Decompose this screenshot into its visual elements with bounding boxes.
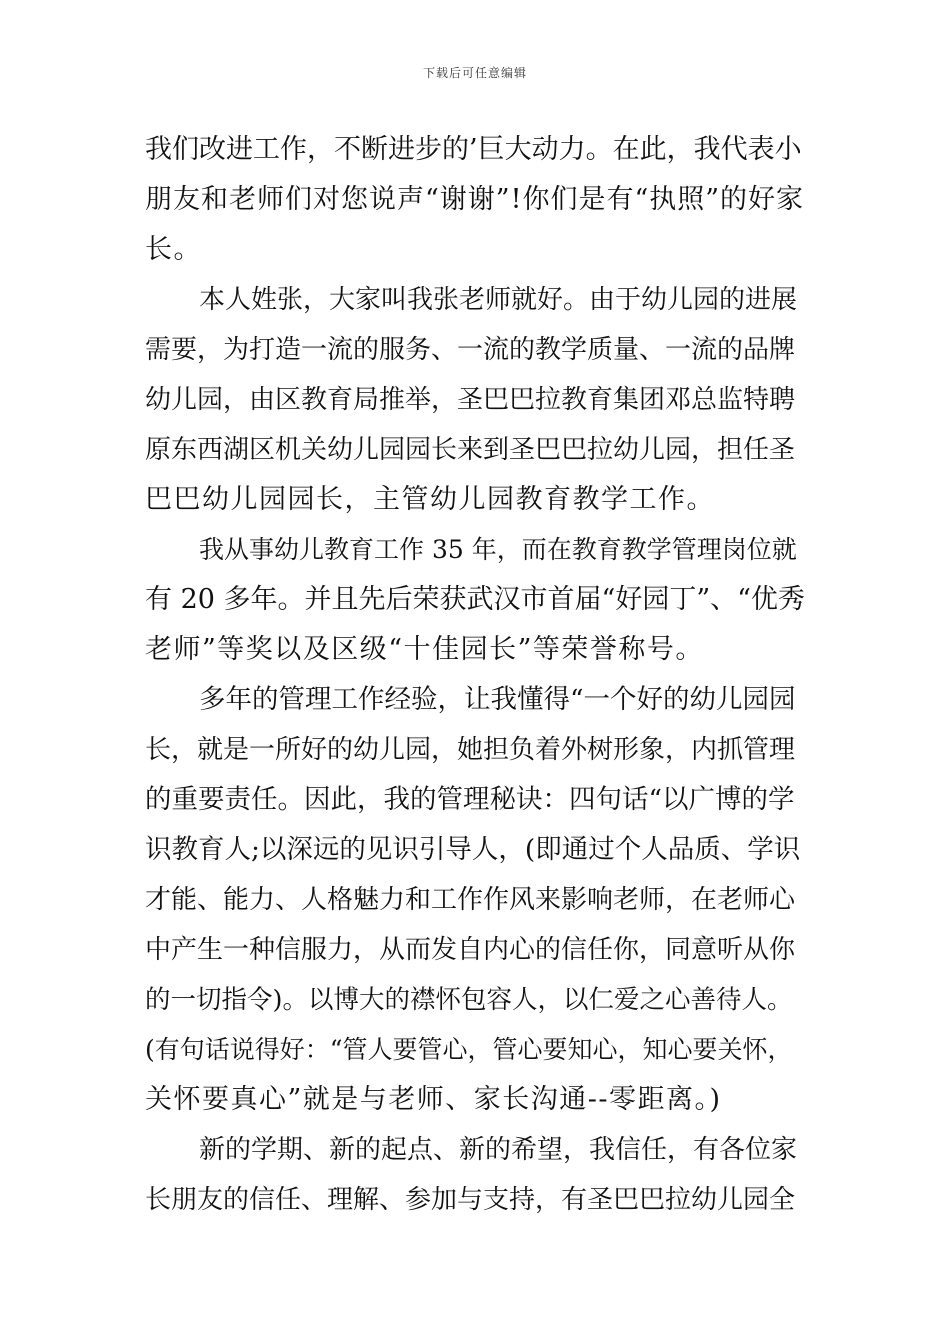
text-line: 朋友和老师们对您说声“谢谢”!你们是有“执照”的好家	[145, 184, 805, 215]
text-line: 长，就是一所好的幼儿园，她担负着外树形象，内抓管理	[145, 735, 796, 765]
text-line: 本人姓张，大家叫我张老师就好。由于幼儿园的进展	[199, 285, 798, 315]
text-line: 关怀要真心”就是与老师、家长沟通--零距离。)	[145, 1084, 722, 1115]
text-line: (有句话说得好：“管人要管心，管心要知心，知心要关怀，	[145, 1035, 793, 1064]
text-line: 识教育人;以深远的见识引导人，(即通过个人品质、学识	[145, 834, 801, 865]
text-line: 有 20 多年。并且先后荣获武汉市首届“好园丁”、“优秀	[145, 584, 805, 615]
text-line: 中产生一种信服力，从而发自内心的信任你，同意听从你	[145, 935, 796, 965]
text-line: 长朋友的信任、理解、参加与支持，有圣巴巴拉幼儿园全	[145, 1185, 796, 1215]
text-line: 需要，为打造一流的服务、一流的教学质量、一流的品牌	[145, 335, 796, 365]
text-line: 的重要责任。因此，我的管理秘诀：四句话“以广博的学	[145, 784, 795, 815]
text-line: 多年的管理工作经验，让我懂得“一个好的幼儿园园	[199, 684, 796, 715]
text-line: 的一切指令)。以博大的襟怀包容人，以仁爱之心善待人。	[145, 985, 793, 1015]
text-line: 巴巴幼儿园园长，主管幼儿园教育教学工作。	[145, 484, 715, 515]
page-header: 下载后可任意编辑	[422, 66, 527, 80]
text-line: 原东西湖区机关幼儿园园长来到圣巴巴拉幼儿园，担任圣	[145, 435, 796, 465]
text-line: 我从事幼儿教育工作 35 年，而在教育教学管理岗位就	[199, 535, 797, 564]
document-body	[145, 125, 805, 1225]
text-line: 新的学期、新的起点、新的希望，我信任，有各位家	[199, 1135, 798, 1165]
text-line: 老师”等奖以及区级“十佳园长”等荣誉称号。	[145, 634, 704, 665]
text-line: 我们改进工作，不断进步的’巨大动力。在此，我代表小	[145, 134, 802, 165]
text-line: 幼儿园，由区教育局推举，圣巴巴拉教育集团邓总监特聘	[145, 385, 796, 415]
text-line: 长。	[145, 234, 202, 265]
text-line: 才能、能力、人格魅力和工作作风来影响老师，在老师心	[145, 885, 796, 915]
